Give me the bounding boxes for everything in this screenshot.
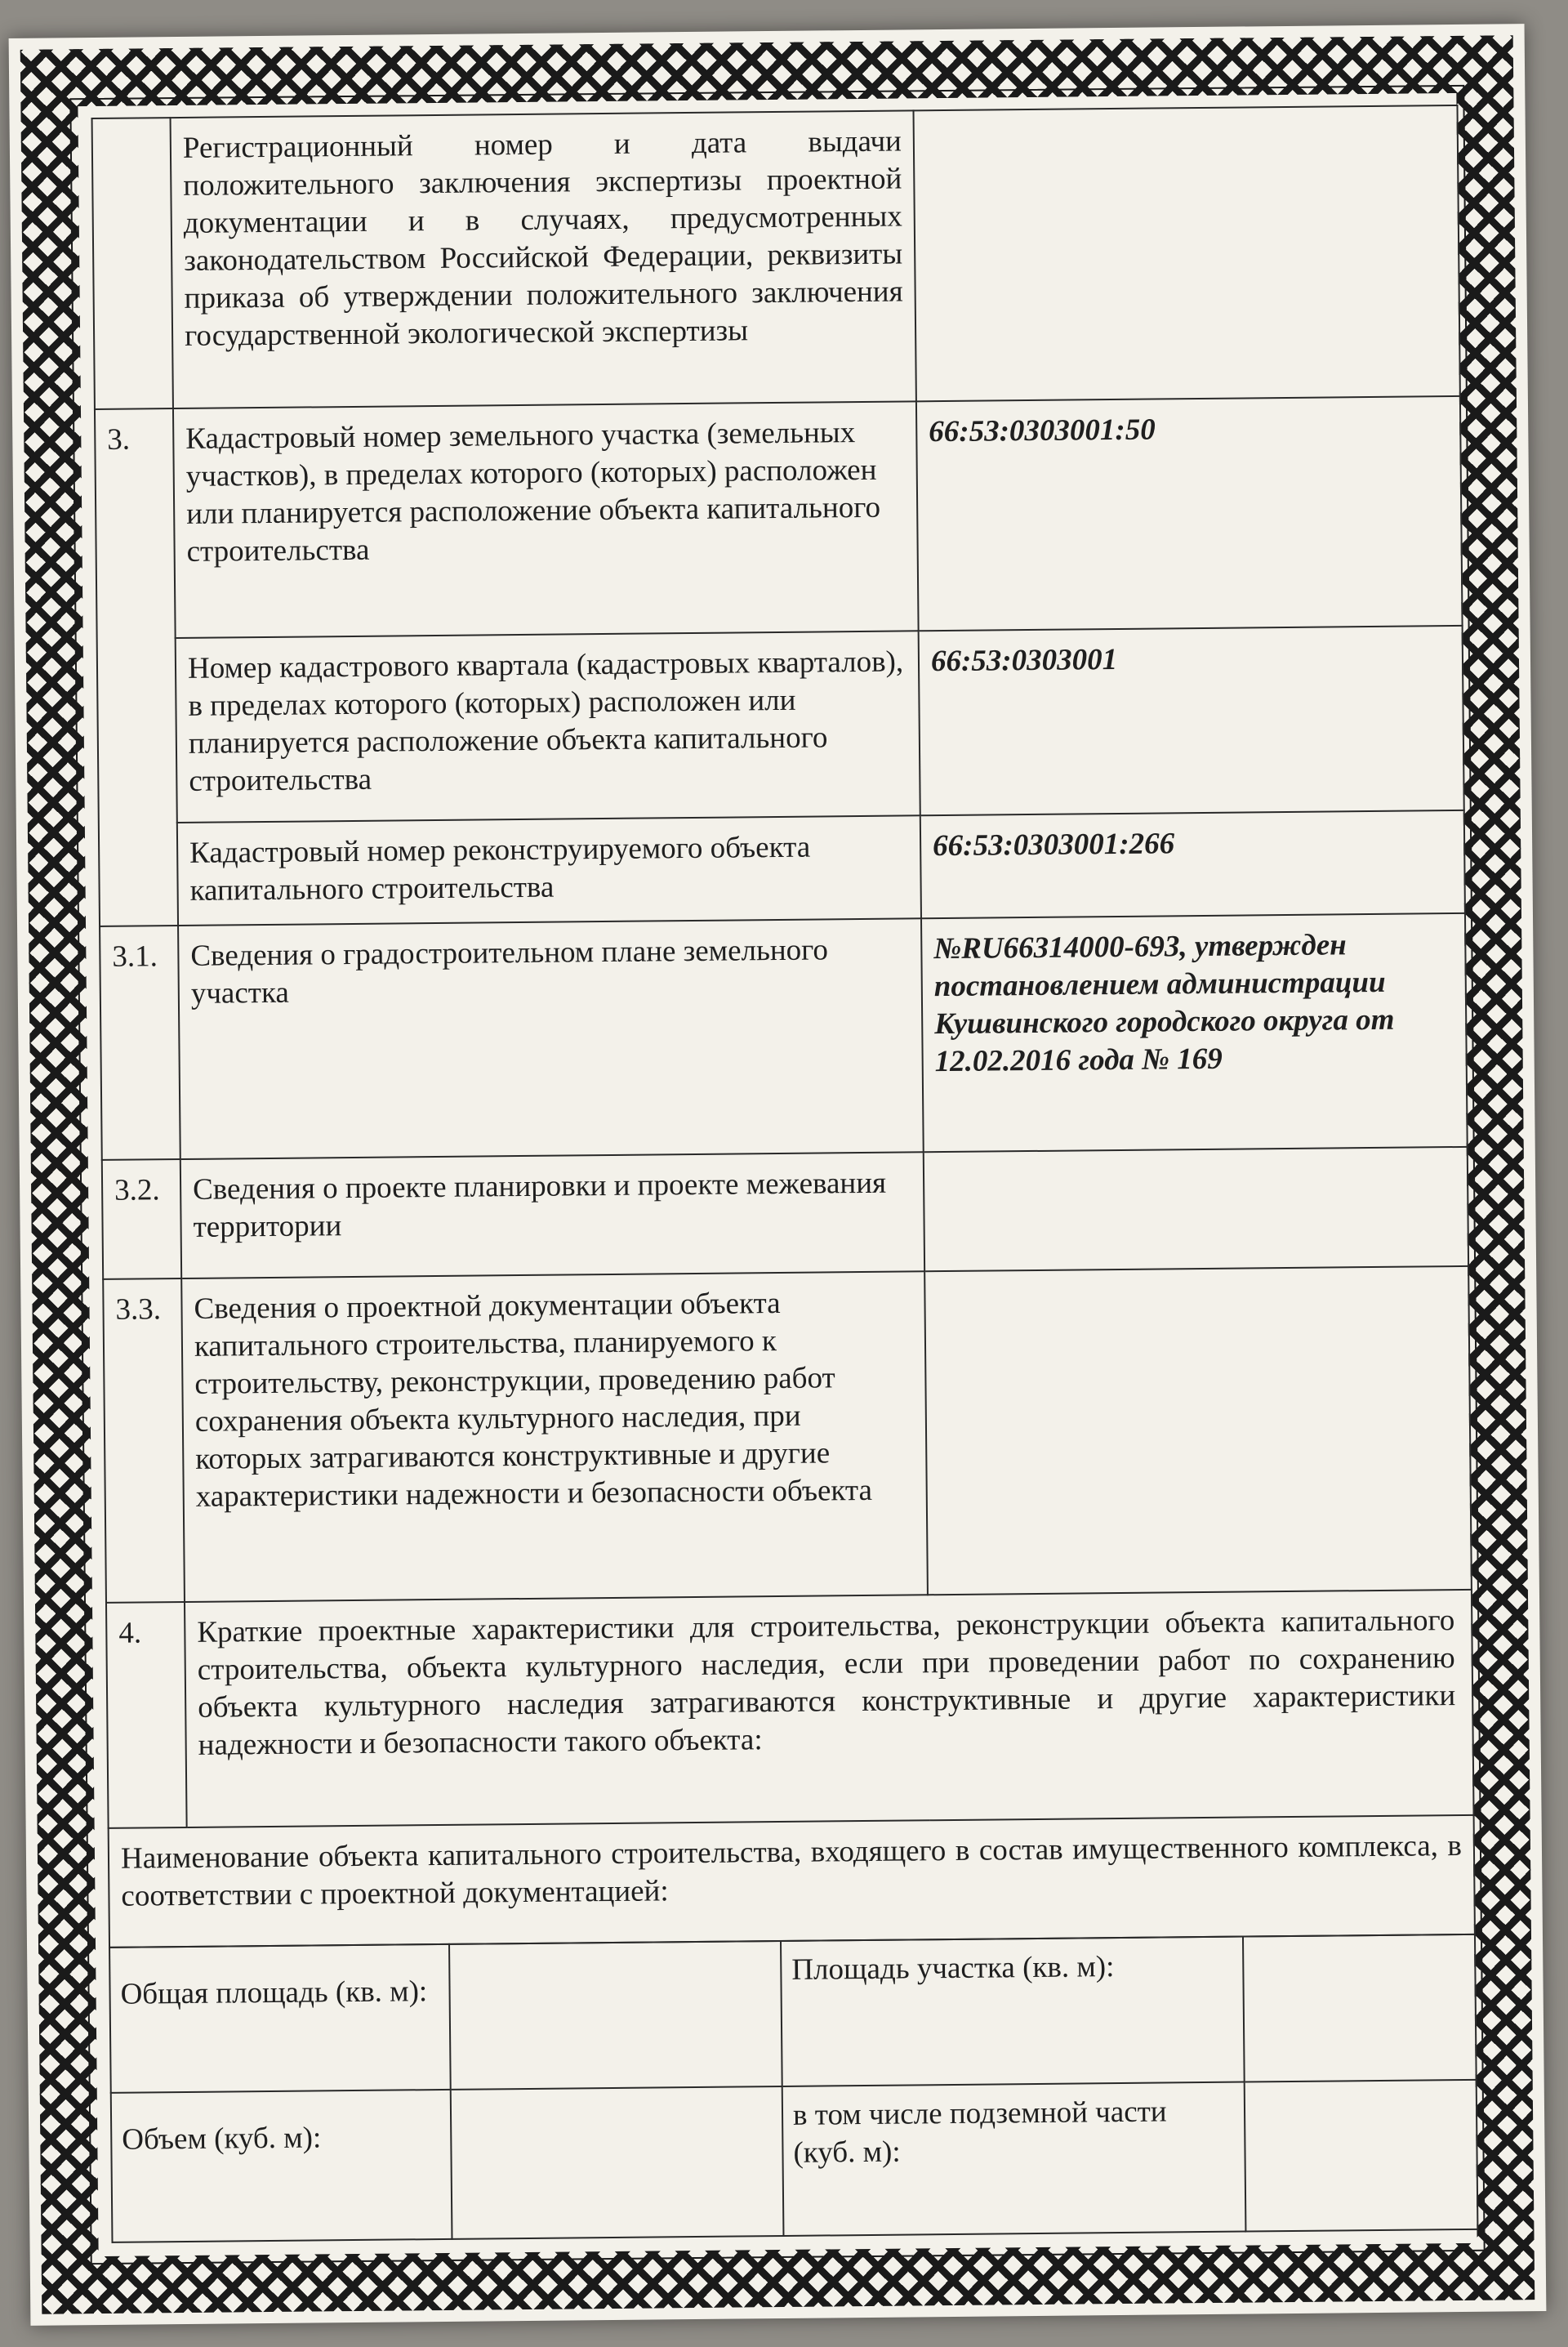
row-value: 66:53:0303001 (919, 626, 1464, 815)
plot-area-value (1243, 1934, 1477, 2082)
row-number: 3.1. (100, 926, 180, 1160)
row-value: 66:53:0303001:266 (920, 810, 1465, 918)
row-value (924, 1266, 1472, 1595)
table-row (111, 2080, 1478, 2242)
row-label: Кадастровый номер реконструируемого объекта капитального строительства (177, 815, 921, 926)
volume-label: Объем (куб. м): (111, 2090, 452, 2242)
plot-area-label: Площадь участка (кв. м): (781, 1937, 1245, 2086)
table-row (95, 396, 1463, 639)
volume-value (451, 2086, 784, 2239)
table-row (103, 1266, 1472, 1603)
permit-table (91, 105, 1476, 1948)
underground-label: в том числе подземной части (куб. м): (782, 2082, 1246, 2236)
section-4-text: Краткие проектные характеристики для строительства, реконструкции объекта капитального строительства, объекта культурного наследия, если при проведении работ по сохранению объекта культурного наследия затрагиваются конструктивные и другие характеристики надежности и безопасности такого объекта: (185, 1590, 1474, 1827)
underground-value (1245, 2080, 1478, 2232)
row-number: 3. (95, 408, 178, 926)
row-number: 3.3. (103, 1278, 185, 1603)
page-body (78, 93, 1477, 2256)
row-value: №RU66314000-693, утвержден постановлением администрации Кушвинского городского округа от 12.02.2016 года № 169 (921, 913, 1468, 1152)
row-value (924, 1147, 1468, 1271)
table-row (109, 1934, 1477, 2093)
row-label: Номер кадастрового квартала (кадастровых кварталов), в пределах которого (которых) расположен или планируется расположение объекта капитального строительства (176, 631, 920, 823)
decorative-border (20, 35, 1535, 2314)
row-number (92, 118, 173, 409)
row-label: Сведения о проектной документации объекта капитального строительства, планируемого к строительству, реконструкции, проведению работ сохранения объекта культурного наследия, при которых затрагиваются конструктивные и другие характеристики надежности и безопасности объекта (181, 1271, 928, 1602)
form-content (91, 105, 1479, 2243)
total-area-label: Общая площадь (кв. м): (109, 1944, 451, 2093)
document-sheet (9, 24, 1547, 2326)
table-row (109, 1815, 1475, 1948)
total-area-value (449, 1941, 782, 2090)
row-value (914, 105, 1460, 401)
row-label: Регистрационный номер и дата выдачи положительного заключения экспертизы проектной документации и в случаях, предусмотренных законодательством Российской Федерации, реквизиты приказа об утверждении положительного заключения государственной экологической экспертизы (171, 110, 916, 408)
table-row (97, 626, 1464, 823)
object-naming: Наименование объекта капитального строительства, входящего в состав имущественного комплекса, в соответствии с проектной документацией: (109, 1815, 1475, 1948)
row-value: 66:53:0303001:50 (916, 396, 1463, 631)
table-row (106, 1590, 1474, 1828)
row-number: 4. (106, 1602, 187, 1828)
table-row (99, 810, 1465, 926)
characteristics-grid (109, 1934, 1478, 2243)
table-row (100, 913, 1468, 1160)
row-label: Сведения о проекте планировки и проекте межевания территории (180, 1152, 924, 1278)
row-label: Кадастровый номер земельного участка (земельных участков), в пределах которого (которых) расположен или планируется расположение объекта капитального строительства (173, 401, 919, 638)
row-label: Сведения о градостроительном плане земельного участка (178, 918, 924, 1159)
row-number: 3.2. (102, 1159, 181, 1279)
table-row (92, 105, 1460, 409)
table-row (102, 1147, 1468, 1279)
